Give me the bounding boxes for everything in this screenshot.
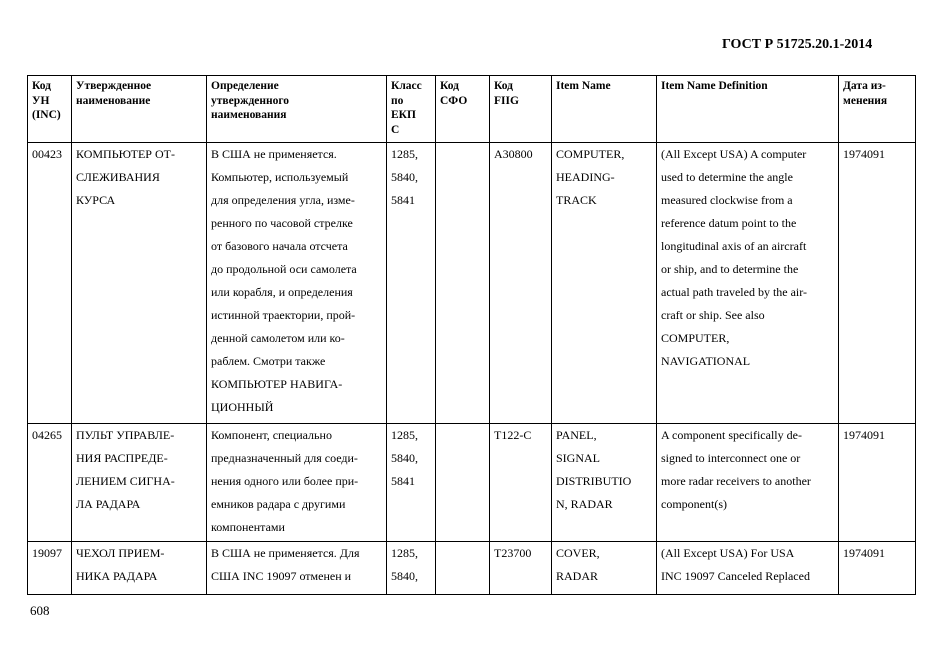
cell-line: 5841 <box>391 474 415 488</box>
cell-line: craft or ship. See also <box>661 308 765 322</box>
page-number: 608 <box>30 603 50 618</box>
cell-line: used to determine the angle <box>661 170 793 184</box>
cell-line: НИЯ РАСПРЕДЕ- <box>76 451 168 465</box>
cell-line: NAVIGATIONAL <box>661 354 751 368</box>
cell-line: HEADING- <box>556 170 615 184</box>
col-header-name: Утвержденное наименование <box>72 76 207 143</box>
table-row <box>28 143 916 424</box>
cell-line: ЧЕХОЛ ПРИЕМ- <box>76 546 165 560</box>
cell-line: SIGNAL <box>556 451 600 465</box>
cell-line: 00423 <box>32 147 62 161</box>
cell-line: 1285, <box>391 546 418 560</box>
cell-line: TRACK <box>556 193 597 207</box>
class-cell <box>387 424 436 542</box>
fiig-cell <box>490 542 552 595</box>
cell-line: COMPUTER, <box>556 147 625 161</box>
cell-line: (All Except USA) For USA <box>661 546 795 560</box>
cell-line: истинной траектории, прой- <box>211 308 356 322</box>
cell-line: INC 19097 Canceled Replaced <box>661 569 810 583</box>
date-cell <box>839 143 916 424</box>
fiig-cell <box>490 143 552 424</box>
item-name-cell <box>552 424 657 542</box>
cell-line: A30800 <box>494 147 533 161</box>
cell-line: 1285, <box>391 147 418 161</box>
cell-line: от базового начала отсчета <box>211 239 348 253</box>
cell-line: раблем. Смотри также <box>211 354 326 368</box>
cell-line: НИКА РАДАРА <box>76 569 158 583</box>
cell-line: longitudinal axis of an aircraft <box>661 239 807 253</box>
cell-line: США INC 19097 отменен и <box>211 569 352 583</box>
cell-line: КОМПЬЮТЕР НАВИГА- <box>211 377 343 391</box>
table-row <box>28 542 916 595</box>
cell-line: 5840, <box>391 451 418 465</box>
cell-line: 04265 <box>32 428 62 442</box>
table-header-row <box>28 76 916 143</box>
definition-cell <box>207 542 387 595</box>
cell-line: ПУЛЬТ УПРАВЛЕ- <box>76 428 175 442</box>
item-name-cell <box>552 143 657 424</box>
cell-line: 1285, <box>391 428 418 442</box>
cell-line: СЛЕЖИВАНИЯ <box>76 170 160 184</box>
standard-header: ГОСТ Р 51725.20.1-2014 <box>722 37 873 52</box>
cell-line: actual path traveled by the air- <box>661 285 808 299</box>
definition-cell <box>207 143 387 424</box>
cell-line: RADAR <box>556 569 599 583</box>
cell-line: емников радара с другими <box>211 497 346 511</box>
col-header-class: Класс по ЕКП С <box>387 76 436 143</box>
cell-line: нения одного или более при- <box>211 474 359 488</box>
cell-line: до продольной оси самолета <box>211 262 357 276</box>
inc-cell <box>28 542 72 595</box>
catalog-table <box>27 75 916 595</box>
cell-line: 5840, <box>391 569 418 583</box>
cell-line: ЦИОННЫЙ <box>211 400 274 414</box>
cell-line: COMPUTER, <box>661 331 730 345</box>
inc-cell <box>28 143 72 424</box>
cell-line: 1974091 <box>843 546 885 560</box>
item-definition-cell <box>657 542 839 595</box>
cell-line: T23700 <box>494 546 532 560</box>
cell-line: component(s) <box>661 497 727 511</box>
cell-line: В США не применяется. <box>211 147 337 161</box>
cell-line: Компьютер, используемый <box>211 170 349 184</box>
cell-line: ренного по часовой стрелке <box>211 216 353 230</box>
cell-line: для определения угла, изме- <box>211 193 355 207</box>
sfo-cell <box>436 424 490 542</box>
fiig-cell <box>490 424 552 542</box>
cell-line: 5840, <box>391 170 418 184</box>
table-row <box>28 424 916 542</box>
col-header-fiig: Код FIIG <box>490 76 552 143</box>
item-definition-cell <box>657 424 839 542</box>
cell-line: reference datum point to the <box>661 216 797 230</box>
col-header-item-def: Item Name Definition <box>657 76 839 143</box>
class-cell <box>387 542 436 595</box>
item-definition-cell <box>657 143 839 424</box>
sfo-cell <box>436 143 490 424</box>
cell-line: КУРСА <box>76 193 116 207</box>
item-name-cell <box>552 542 657 595</box>
name-cell <box>72 542 207 595</box>
cell-line: ЛЕНИЕМ СИГНА- <box>76 474 175 488</box>
sfo-cell <box>436 542 490 595</box>
cell-line: more radar receivers to another <box>661 474 811 488</box>
cell-line: A component specifically de- <box>661 428 802 442</box>
col-header-inc: Код УН (INC) <box>28 76 72 143</box>
cell-line: signed to interconnect one or <box>661 451 801 465</box>
col-header-sfo: Код СФО <box>436 76 490 143</box>
date-cell <box>839 424 916 542</box>
name-cell <box>72 424 207 542</box>
col-header-item-name: Item Name <box>552 76 657 143</box>
cell-line: or ship, and to determine the <box>661 262 799 276</box>
cell-line: или корабля, и определения <box>211 285 353 299</box>
cell-line: measured clockwise from a <box>661 193 793 207</box>
cell-line: COVER, <box>556 546 600 560</box>
cell-line: N, RADAR <box>556 497 613 511</box>
cell-line: денной самолетом или ко- <box>211 331 345 345</box>
col-header-date: Дата из- менения <box>839 76 916 143</box>
col-header-definition: Определение утвержденного наименования <box>207 76 387 143</box>
cell-line: В США не применяется. Для <box>211 546 360 560</box>
inc-cell <box>28 424 72 542</box>
cell-line: (All Except USA) A computer <box>661 147 807 161</box>
cell-line: 5841 <box>391 193 415 207</box>
cell-line: Компонент, специально <box>211 428 332 442</box>
cell-line: предназначенный для соеди- <box>211 451 358 465</box>
definition-cell <box>207 424 387 542</box>
cell-line: DISTRIBUTIO <box>556 474 632 488</box>
cell-line: 1974091 <box>843 428 885 442</box>
name-cell <box>72 143 207 424</box>
date-cell <box>839 542 916 595</box>
cell-line: 19097 <box>32 546 62 560</box>
cell-line: компонентами <box>211 520 285 534</box>
class-cell <box>387 143 436 424</box>
cell-line: 1974091 <box>843 147 885 161</box>
cell-line: T122-C <box>494 428 532 442</box>
cell-line: PANEL, <box>556 428 597 442</box>
cell-line: ЛА РАДАРА <box>76 497 141 511</box>
cell-line: КОМПЬЮТЕР ОТ- <box>76 147 175 161</box>
